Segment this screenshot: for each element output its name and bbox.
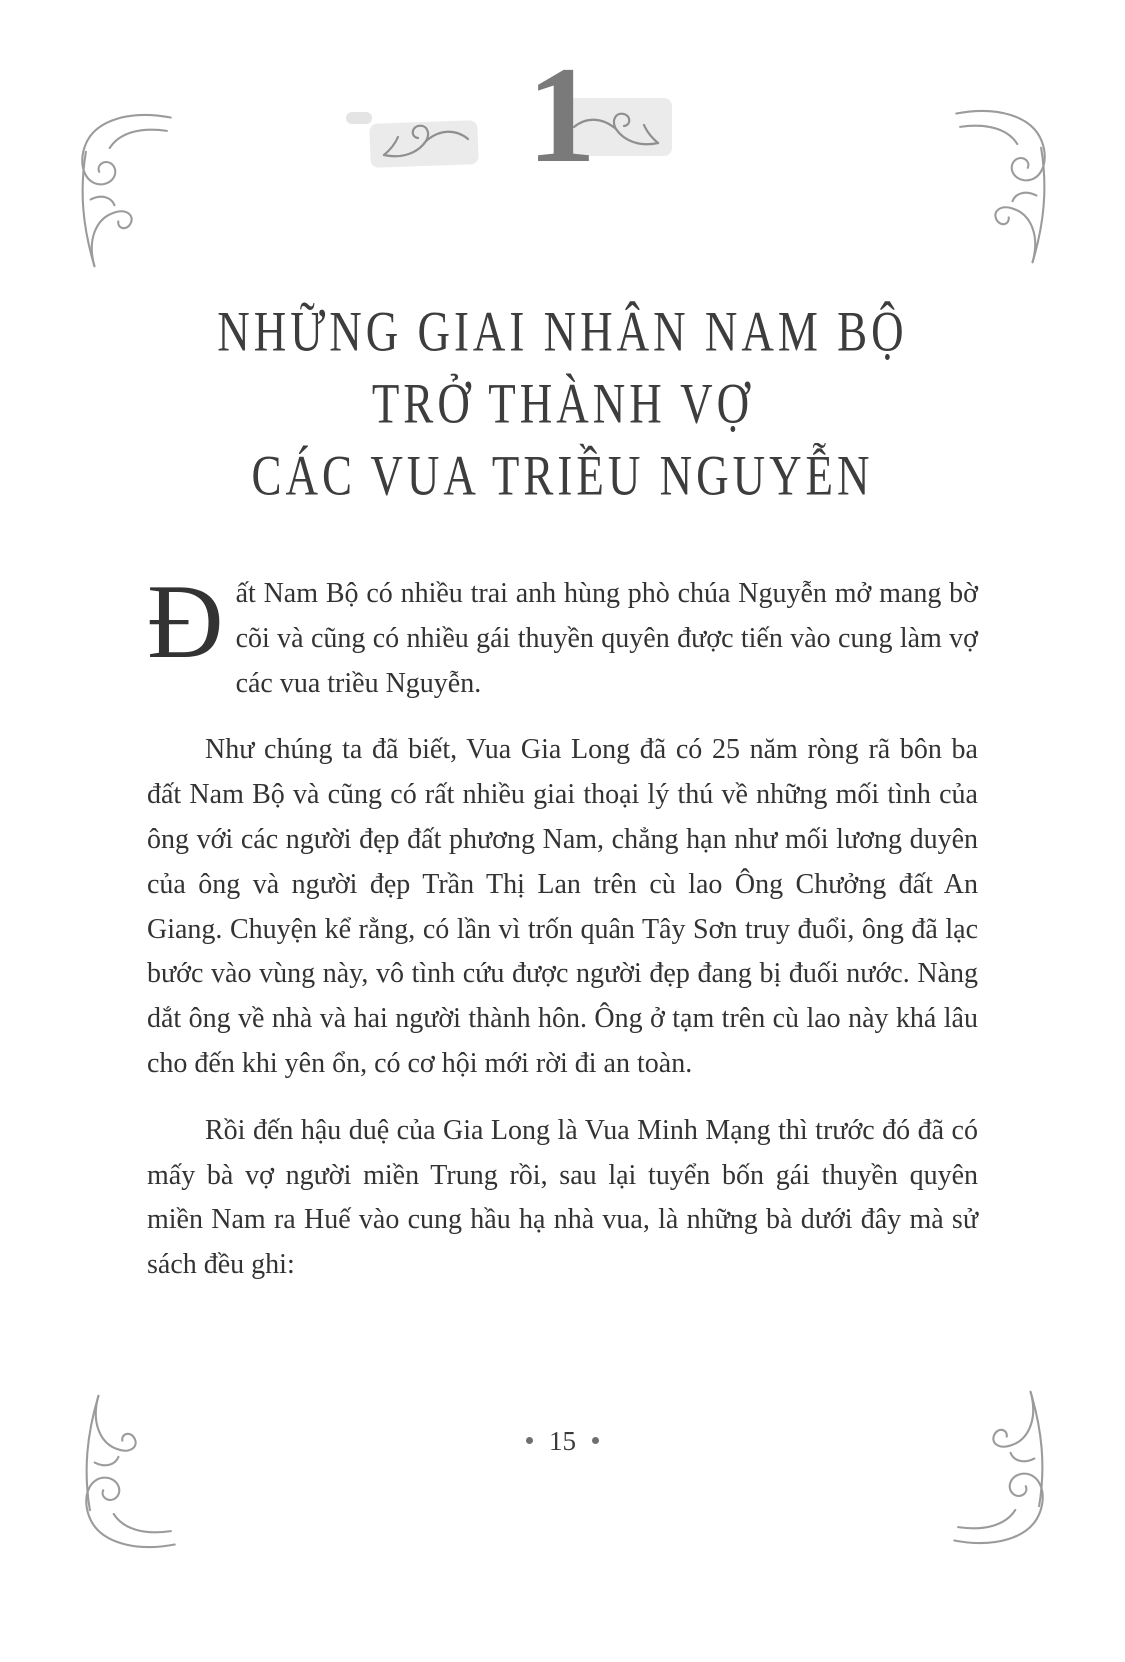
drop-cap: Đ: [147, 563, 224, 680]
page-number: 15: [549, 1426, 576, 1457]
swirl-icon: [568, 108, 664, 154]
chapter-title-line-3: CÁC VUA TRIỀU NGUYỄN: [251, 443, 874, 508]
chapter-title: [0, 298, 1125, 514]
page-number-dot: [526, 1437, 533, 1444]
page-number-dot: [592, 1437, 599, 1444]
corner-flourish-icon: [74, 1392, 182, 1554]
paragraph: Như chúng ta đã biết, Vua Gia Long đã có 25 năm ròng rã bôn ba đất Nam Bộ và cũng có rất nhiều giai thoại lý thú về những mối tình của ông với các người đẹp đất phương Nam, chẳng hạn như mối lương duyên của ông và người đẹp Trần Thị Lan trên cù lao Ông Chưởng đất An Giang. Chuyện kể rằng, có lần vì trốn quân Tây Sơn truy đuổi, ông đã lạc bước vào vùng này, vô tình cứu được người đẹp đang bị đuối nước. Nàng dắt ông về nhà và hai người thành hôn. Ông ở tạm trên cù lao này khá lâu cho đến khi yên ổn, có cơ hội mới rời đi an toàn.: [147, 734, 978, 1079]
chapter-title-line-1: NHỮNG GIAI NHÂN NAM BỘ: [217, 299, 908, 364]
opening-paragraph: [147, 563, 978, 706]
chapter-title-line-2: TRỞ THÀNH VỢ: [371, 371, 754, 436]
swirl-icon: [378, 120, 474, 166]
corner-flourish-icon: [947, 1388, 1055, 1550]
body-text: [147, 563, 978, 1310]
page-footer: [0, 1424, 1125, 1457]
chapter-number: 1: [527, 38, 598, 191]
paragraph: Rồi đến hậu duệ của Gia Long là Vua Minh Mạng thì trước đó đã có mấy bà vợ người miền Trung rồi, sau lại tuyển bốn gái thuyền quyên miền Nam ra Huế vào cung hầu hạ nhà vua, là những bà dưới đây mà sử sách đều ghi:: [147, 1114, 978, 1281]
opening-paragraph-text: ất Nam Bộ có nhiều trai anh hùng phò chúa Nguyễn mở mang bờ cõi và cũng có nhiều gái thuyền quyên được tiến vào cung làm vợ các vua triều Nguyễn.: [235, 578, 978, 699]
